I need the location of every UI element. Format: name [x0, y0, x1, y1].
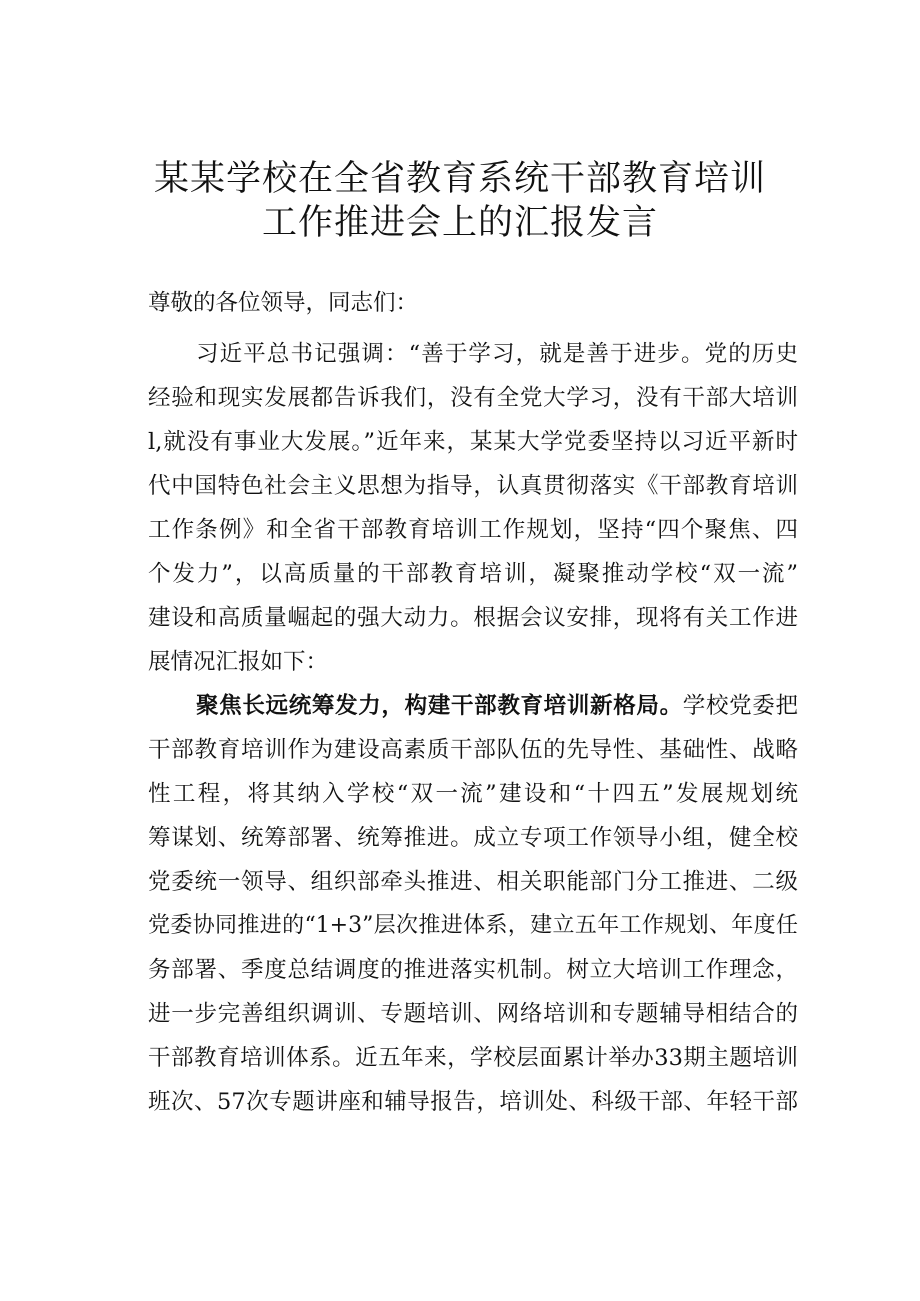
paragraph-2-line: 干部教育培训体系。近五年来，学校层面累计举办33期主题培训 — [148, 1045, 798, 1071]
paragraph-1-line: 建设和高质量崛起的强大动力。根据会议安排，现将有关工作进 — [148, 605, 798, 631]
paragraph-2-line: 干部教育培训作为建设高素质干部队伍的先导性、基础性、战略 — [148, 737, 798, 763]
paragraph-1-line: l,就没有事业大发展。”近年来，某某大学党委坚持以习近平新时 — [148, 429, 798, 455]
paragraph-2-line: 党委协同推进的“1+3”层次推进体系，建立五年工作规划、年度任 — [148, 913, 798, 938]
paragraph-2-first-rest: 学校党委把 — [682, 693, 798, 719]
paragraph-2-line: 进一步完善组织调训、专题培训、网络培训和专题辅导相结合的 — [148, 1001, 798, 1027]
paragraph-1-line: 个发力”，以高质量的干部教育培训，凝聚推动学校“双一流” — [148, 561, 798, 587]
document-title-line-2: 工作推进会上的汇报发言 — [261, 203, 658, 243]
paragraph-2-line: 性工程，将其纳入学校“双一流”建设和“十四五”发展规划统 — [148, 781, 798, 807]
paragraph-2-line: 筹谋划、统筹部署、统筹推进。成立专项工作领导小组，健全校 — [148, 825, 798, 851]
paragraph-2-line: 班次、57次专题讲座和辅导报告，培训处、科级干部、年轻干部 — [148, 1089, 798, 1115]
document-title-line-1: 某某学校在全省教育系统干部教育培训 — [153, 159, 766, 199]
paragraph-1-line: 习近平总书记强调：“善于学习，就是善于进步。党的历史 — [196, 341, 798, 367]
paragraph-2-line: 党委统一领导、组织部牵头推进、相关职能部门分工推进、二级 — [148, 869, 798, 895]
paragraph-1-line: 展情况汇报如下： — [148, 649, 329, 675]
paragraph-2-line: 务部署、季度总结调度的推进落实机制。树立大培训工作理念， — [148, 957, 798, 983]
paragraph-2-heading: 聚焦长远统筹发力，构建干部教育培训新格局。 — [196, 693, 683, 719]
salutation: 尊敬的各位领导，同志们： — [148, 290, 419, 316]
paragraph-1-line: 经验和现实发展都告诉我们，没有全党大学习，没有干部大培训 — [148, 385, 798, 411]
paragraph-1-line: 代中国特色社会主义思想为指导，认真贯彻落实《干部教育培训 — [148, 473, 798, 499]
paragraph-1-line: 工作条例》和全省干部教育培训工作规划，坚持“四个聚焦、四 — [148, 517, 798, 543]
paragraph-2-first-line — [196, 691, 798, 721]
